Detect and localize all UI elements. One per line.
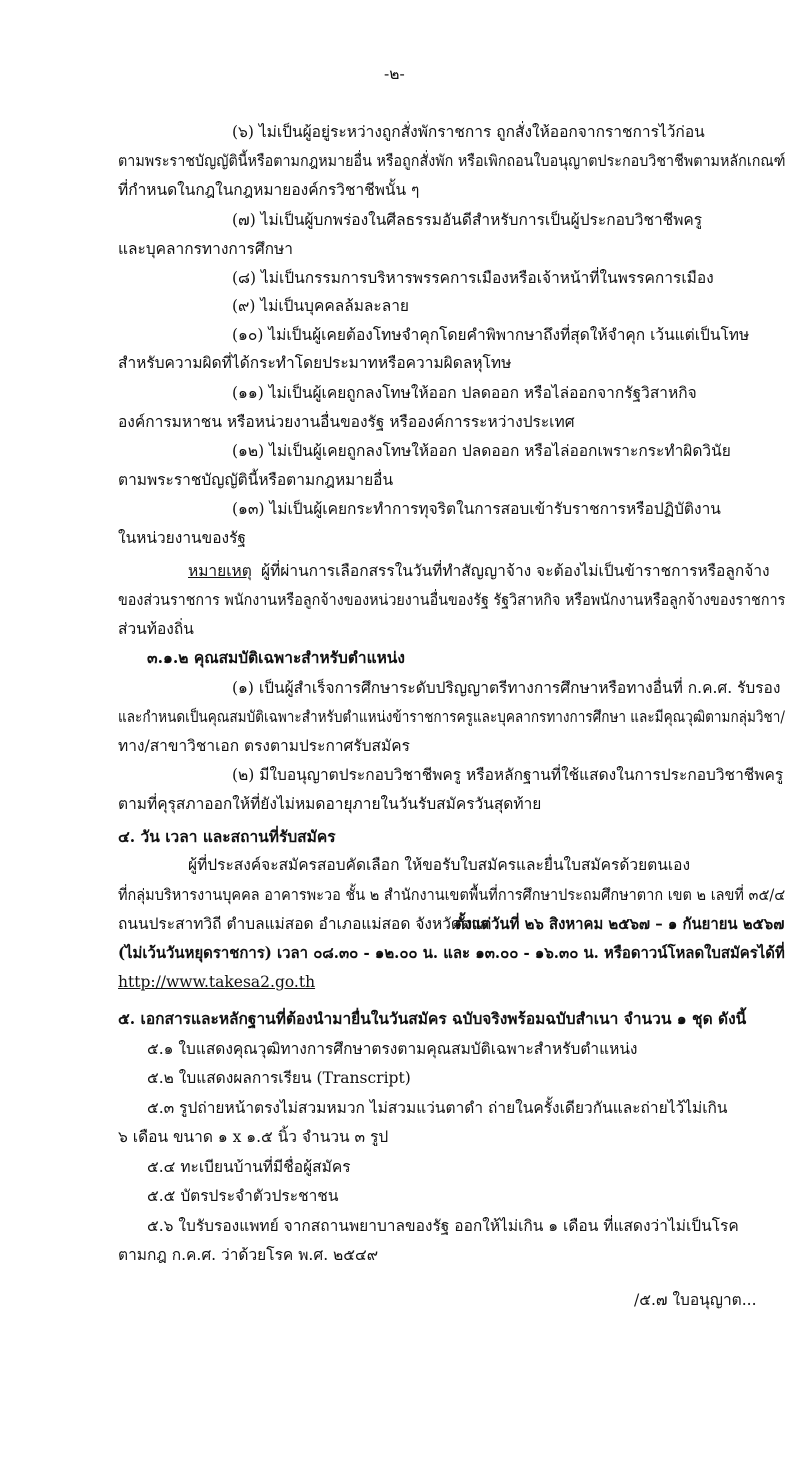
doc-item-5-6-line-1: ๕.๖ ใบรับรองแพทย์ จากสถานพยาบาลของรัฐ ออกให้ไม่เกิน ๑ เดือน ที่แสดงว่าไม่เป็นโรค	[147, 1217, 739, 1235]
specific-item-1-line-2: และกำหนดเป็นคุณสมบัติเฉพาะสำหรับตำแหน่งข้าราชการครูและบุคลากรทางการศึกษา และมีคุณวุฒิตามกลุ่มวิชา/	[118, 708, 785, 726]
qual-item-6-line-1: (๖) ไม่เป็นผู้อยู่ระหว่างถูกสั่งพักราชการ ถูกสั่งให้ออกจากราชการไว้ก่อน	[232, 123, 705, 141]
qual-item-8: (๘) ไม่เป็นกรรมการบริหารพรรคการเมืองหรือเจ้าหน้าที่ในพรรคการเมือง	[232, 269, 714, 287]
note-line-3: ส่วนท้องถิ่น	[118, 620, 194, 638]
qual-item-10-line-1: (๑๐) ไม่เป็นผู้เคยต้องโทษจำคุกโดยคำพิพากษาถึงที่สุดให้จำคุก เว้นแต่เป็นโทษ	[232, 326, 750, 344]
specific-item-1-line-1: (๑) เป็นผู้สำเร็จการศึกษาระดับปริญญาตรีทางการศึกษาหรือทางอื่นที่ ก.ค.ศ. รับรอง	[232, 679, 781, 697]
section-5-heading: ๕. เอกสารและหลักฐานที่ต้องนำมายื่นในวันสมัคร ฉบับจริงพร้อมฉบับสำเนา จำนวน ๑ ชุด ดังนี้	[118, 1009, 747, 1028]
section-4-line-1: ผู้ที่ประสงค์จะสมัครสอบคัดเลือก ให้ขอรับใบสมัครและยื่นใบสมัครด้วยตนเอง	[188, 856, 691, 874]
qual-item-13-line-1: (๑๓) ไม่เป็นผู้เคยกระทำการทุจริตในการสอบเข้ารับราชการหรือปฏิบัติงาน	[232, 500, 721, 518]
specific-item-1-line-3: ทาง/สาขาวิชาเอก ตรงตามประกาศรับสมัคร	[118, 737, 410, 755]
application-hours: (ไม่เว้นวันหยุดราชการ) เวลา ๐๘.๓๐ - ๑๒.๐๐ น. และ ๑๓.๐๐ - ๑๖.๓๐ น. หรือดาวน์โหลดใบสมัครได้ที่	[118, 943, 785, 962]
qual-item-11-line-2: องค์การมหาชน หรือหน่วยงานอื่นของรัฐ หรือองค์การระหว่างประเทศ	[118, 413, 575, 431]
qual-item-7-line-2: และบุคลากรทางการศึกษา	[118, 240, 293, 258]
continuation-marker: /๕.๗ ใบอนุญาต...	[634, 1291, 757, 1309]
doc-item-5-2: ๕.๒ ใบแสดงผลการเรียน (Transcript)	[147, 1069, 411, 1087]
doc-item-5-3-line-1: ๕.๓ รูปถ่ายหน้าตรงไม่สวมหมวก ไม่สวมแว่นตาดำ ถ่ายในครั้งเดียวกันและถ่ายไว้ไม่เกิน	[147, 1099, 728, 1117]
qual-item-10-line-2: สำหรับความผิดที่ได้กระทำโดยประมาทหรือความผิดลหุโทษ	[118, 354, 512, 372]
application-date-range: ตั้งแต่วันที่ ๒๖ สิงหาคม ๒๕๖๗ – ๑ กันยายน ๒๕๖๗	[455, 914, 785, 933]
doc-item-5-3-line-2: ๖ เดือน ขนาด ๑ x ๑.๕ นิ้ว จำนวน ๓ รูป	[118, 1128, 389, 1146]
qual-item-11-line-1: (๑๑) ไม่เป็นผู้เคยถูกลงโทษให้ออก ปลดออก หรือไล่ออกจากรัฐวิสาหกิจ	[232, 384, 697, 402]
doc-item-5-4: ๕.๔ ทะเบียนบ้านที่มีชื่อผู้สมัคร	[147, 1158, 351, 1176]
note-label: หมายเหตุ	[188, 562, 252, 580]
doc-item-5-5: ๕.๕ บัตรประจำตัวประชาชน	[147, 1187, 339, 1205]
application-download-link[interactable]: http://www.takesa2.go.th	[118, 973, 316, 991]
doc-item-5-6-line-2: ตามกฎ ก.ค.ศ. ว่าด้วยโรค พ.ศ. ๒๕๔๙	[118, 1246, 379, 1264]
note-line-2: ของส่วนราชการ พนักงานหรือลูกจ้างของหน่วยงานอื่นของรัฐ รัฐวิสาหกิจ หรือพนักงานหรือลูกจ้างของราชการ	[118, 591, 786, 609]
qual-item-12-line-1: (๑๒) ไม่เป็นผู้เคยถูกลงโทษให้ออก ปลดออก หรือไล่ออกเพราะกระทำผิดวินัย	[232, 442, 731, 460]
doc-item-5-1: ๕.๑ ใบแสดงคุณวุฒิทางการศึกษาตรงตามคุณสมบัติเฉพาะสำหรับตำแหน่ง	[147, 1040, 638, 1058]
specific-item-2-line-2: ตามที่คุรุสภาออกให้ที่ยังไม่หมดอายุภายในวันรับสมัครวันสุดท้าย	[118, 795, 542, 813]
page-number: -๒-	[384, 65, 405, 83]
note-line-1: ผู้ที่ผ่านการเลือกสรรในวันที่ทำสัญญาจ้าง จะต้องไม่เป็นข้าราชการหรือลูกจ้าง	[261, 562, 770, 580]
section-4-line-2: ที่กลุ่มบริหารงานบุคคล อาคารพะวอ ชั้น ๒ สำนักงานเขตพื้นที่การศึกษาประถมศึกษาตาก เขต ๒ เลขที่ ๓๕/๔	[118, 886, 786, 904]
specific-qualifications-heading: ๓.๑.๒ คุณสมบัติเฉพาะสำหรับตำแหน่ง	[147, 648, 405, 667]
qual-item-9: (๙) ไม่เป็นบุคคลล้มละลาย	[232, 297, 410, 315]
qual-item-12-line-2: ตามพระราชบัญญัตินี้หรือตามกฎหมายอื่น	[118, 471, 394, 489]
qual-item-6-line-3: ที่กำหนดในกฎในกฎหมายองค์กรวิชาชีพนั้น ๆ	[118, 181, 420, 199]
qual-item-6-line-2: ตามพระราชบัญญัตินี้หรือตามกฎหมายอื่น หรือถูกสั่งพัก หรือเพิกถอนใบอนุญาตประกอบวิชาชีพตามหลักเกณฑ์	[118, 152, 786, 170]
qual-item-7-line-1: (๗) ไม่เป็นผู้บกพร่องในศีลธรรมอันดีสำหรับการเป็นผู้ประกอบวิชาชีพครู	[232, 211, 703, 229]
section-4-heading: ๔. วัน เวลา และสถานที่รับสมัคร	[118, 827, 336, 846]
qual-item-13-line-2: ในหน่วยงานของรัฐ	[118, 529, 246, 547]
section-4-line-3: ถนนประสาทวิถี ตำบลแม่สอด อำเภอแม่สอด จังหวัดตาก	[118, 915, 490, 933]
specific-item-2-line-1: (๒) มีใบอนุญาตประกอบวิชาชีพครู หรือหลักฐานที่ใช้แสดงในการประกอบวิชาชีพครู	[232, 766, 784, 784]
